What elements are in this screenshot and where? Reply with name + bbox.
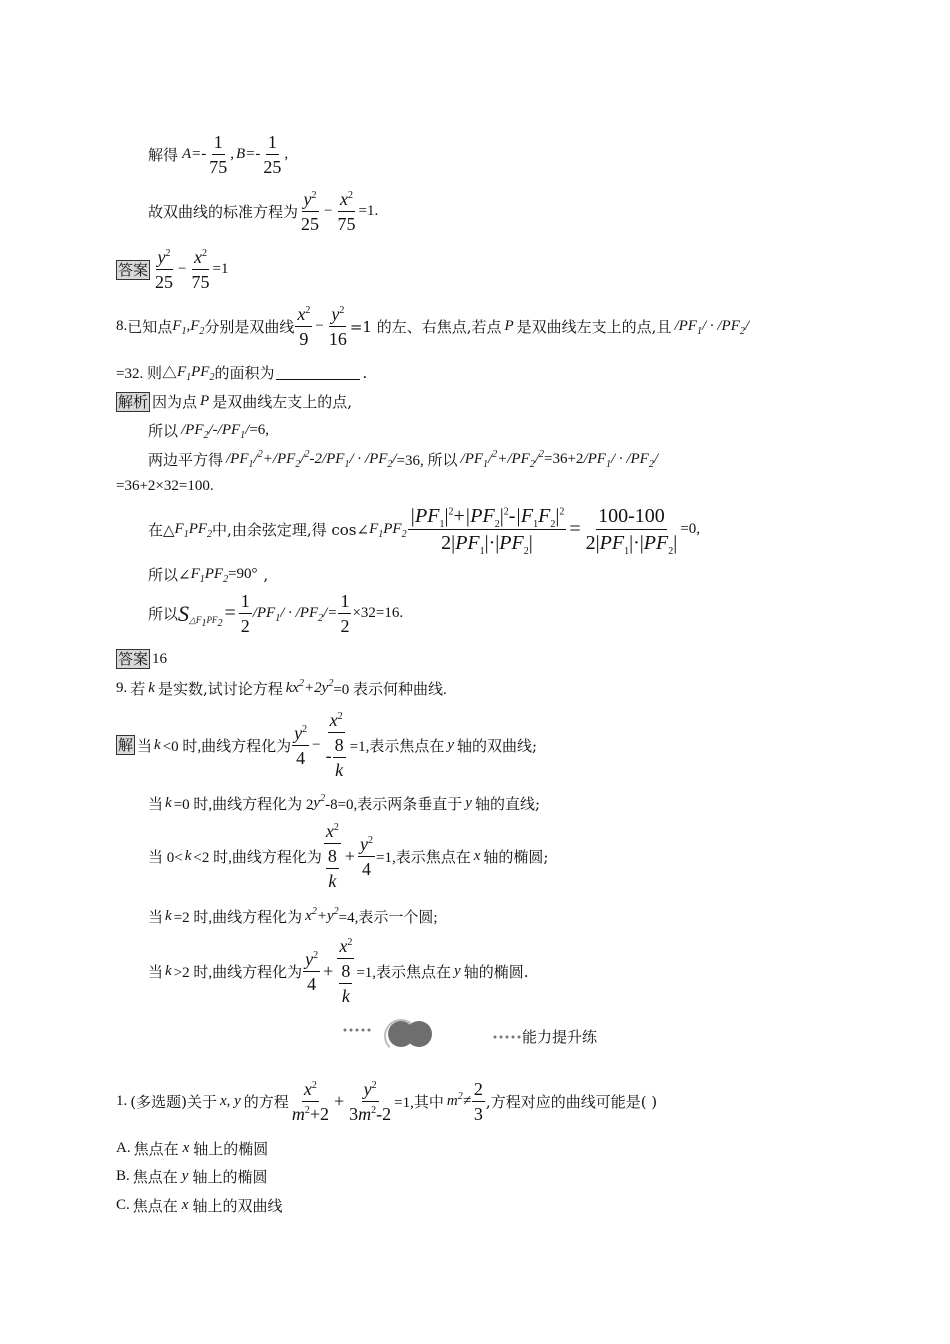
text: 当 0< bbox=[148, 849, 183, 866]
solution-9-case-4: 当 k =2 时,曲线方程化为 $x^2+y^2$ =4,表示一个圆; bbox=[148, 906, 438, 926]
analysis-line-6: 所以∠ $F_1PF_2$ =90° , bbox=[148, 565, 269, 585]
option-a[interactable] bbox=[116, 1138, 268, 1159]
text: 中,由余弦定理,得 cos∠ bbox=[212, 521, 370, 539]
text: 故双曲线的标准方程为 bbox=[148, 203, 299, 221]
analysis-line-7: 所以 S $\triangle F_1PF_2$ = $\frac{1}{2}$ $/PF_1/ \cdot /PF_2/=$ $\frac{1}{2}$ ×32=16. bbox=[148, 591, 404, 636]
fraction-y2-25: $\frac{y^2}{25}$ bbox=[301, 189, 320, 234]
dots-decoration bbox=[492, 1035, 522, 1039]
question-number: 8. bbox=[116, 318, 128, 334]
option-label: C. bbox=[116, 1197, 130, 1213]
text: 的方程 bbox=[243, 1093, 289, 1111]
text: 是双曲线左支上的点, bbox=[212, 393, 352, 411]
text: 所以 bbox=[148, 422, 179, 440]
text: 分别是双曲线 bbox=[204, 318, 295, 336]
fraction-x2-8-over-k: $\frac{x^2}{\frac{8}{k}}$ bbox=[339, 936, 353, 1006]
text: 所以∠ bbox=[148, 566, 191, 584]
text: =4,表示一个圆; bbox=[338, 910, 438, 926]
text: 当 bbox=[148, 795, 164, 813]
fraction-y2-4: $\frac{y^2}{4}$ bbox=[360, 833, 374, 879]
numerator: 1 bbox=[212, 133, 225, 155]
text: =1,表示焦点在 bbox=[376, 849, 471, 866]
text: 解得 bbox=[148, 146, 179, 164]
solution-9-case-5: 当 k >2 时,曲线方程化为 $\frac{y^2}{4}$ + $\frac{x^2}{\frac{8}{k}}$ =1,表示焦点在 y 轴的椭圆. bbox=[148, 936, 529, 1006]
text: 轴的直线; bbox=[474, 795, 541, 813]
text: =6, bbox=[249, 422, 270, 438]
question-number: 9. bbox=[116, 680, 128, 696]
fraction-x2-75: $\frac{x^2}{75}$ bbox=[191, 247, 210, 292]
analysis-line-2: 所以 $/PF_2/-/PF_1/$ =6, bbox=[148, 422, 270, 441]
fraction-one-half: $\frac{1}{2}$ bbox=[340, 591, 350, 636]
text: =36+2 bbox=[544, 451, 584, 467]
fraction-x2-8-over-k: $\frac{x^2}{\frac{8}{k}}$ bbox=[325, 821, 339, 891]
text: 轴上的双曲线 bbox=[192, 1197, 283, 1215]
text: =0, bbox=[680, 521, 700, 537]
text: 是双曲线左支上的点,且 bbox=[516, 318, 672, 336]
text: 在△ bbox=[148, 521, 175, 539]
text: 轴的椭圆. bbox=[463, 962, 529, 981]
solution-9-case-1: 解 当 k <0 时,曲线方程化为 $\frac{y^2}{4}$ − $x^2$ - $\frac{8}{k}$ =1,表示焦点在 y 轴的双曲线; bbox=[118, 710, 538, 780]
text: 轴的椭圆; bbox=[483, 847, 549, 866]
text: =1 bbox=[212, 261, 229, 277]
option-label: B. bbox=[116, 1168, 130, 1184]
text: 因为点 bbox=[152, 393, 198, 411]
standard-equation-line: 故双曲线的标准方程为 $\frac{y^2}{25}$ − $\frac{x^2}{75}$ =1. bbox=[148, 189, 379, 234]
text: 的面积为 bbox=[214, 364, 275, 382]
solution-9-case-2: 当 k =0 时,曲线方程化为 2 $y^2$ -8=0,表示两条垂直于 y 轴的直线; bbox=[148, 793, 541, 813]
denominator: 25 bbox=[263, 157, 282, 177]
text: , bbox=[263, 565, 269, 584]
text: 是实数,试讨论方程 bbox=[157, 680, 283, 698]
analysis-line-4 bbox=[116, 478, 214, 495]
text: ,方程对应的曲线可能是( ) bbox=[485, 1093, 658, 1111]
question-8-line-1: 8. 已知点 $F_1,F_2$ 分别是双曲线 $\frac{x^2}{9}$ − $\frac{y^2}{16}$ =1 的左、右焦点,若点 P 是双曲线左支上的点,且 $/PF_1/ \cdot /PF_2/$ bbox=[116, 304, 750, 349]
fraction-x2-75: $\frac{x^2}{75}$ bbox=[337, 189, 356, 234]
cosine-fraction-left: $\frac{|PF_1|^2+|PF_2|^2-|F_1F_2|^2}{2|PF_1|\cdot|PF_2|}$ bbox=[409, 505, 565, 557]
analysis-line-3: 两边平方得 $/PF_1/^2+/PF_2/^2-2/PF_1/ \cdot /PF_2/$ =36, 所以 $/PF_1/^2+/PF_2/^2$ =36+2 $/PF_1/ \cdot /PF_2/$ bbox=[148, 449, 659, 470]
text: 轴上的椭圆 bbox=[193, 1140, 269, 1158]
denominator: 75 bbox=[209, 157, 228, 177]
fraction-y2-4: $\frac{y^2}{4}$ bbox=[294, 722, 308, 768]
text: =1,其中 bbox=[394, 1095, 444, 1111]
a-value-label: A=- bbox=[182, 146, 207, 162]
fraction-x2-minus-8-over-k: $x^2$ - $\frac{8}{k}$ bbox=[325, 710, 344, 780]
section-header bbox=[492, 1026, 597, 1047]
text: 焦点在 bbox=[132, 1168, 178, 1186]
numerator: 2 bbox=[472, 1080, 485, 1102]
answer-line-2 bbox=[116, 649, 167, 669]
fraction-y2-3m2-minus-2: $\frac{y^2}{3m^2-2}$ bbox=[349, 1079, 392, 1124]
question-number: 1. bbox=[116, 1093, 128, 1109]
text: =1,表示焦点在 bbox=[349, 738, 445, 755]
text: 所以 bbox=[148, 605, 179, 623]
answer-value: 16 bbox=[152, 650, 168, 667]
numerator: 100-100 bbox=[596, 506, 667, 530]
solution-9-case-3: 当 0< k <2 时,曲线方程化为 $\frac{x^2}{\frac{8}{k}}$ + $\frac{y^2}{4}$ =1,表示焦点在 x 轴的椭圆; bbox=[148, 821, 549, 891]
text: 轴的双曲线; bbox=[457, 736, 538, 755]
fraction-x2-m2-plus-2: $\frac{x^2}{m^2+2}$ bbox=[291, 1079, 329, 1124]
text: 若 bbox=[130, 680, 146, 698]
option-b[interactable] bbox=[116, 1166, 267, 1187]
fraction-y2-25: $\frac{y^2}{25}$ bbox=[155, 247, 174, 292]
text: =2 时,曲线方程化为 bbox=[173, 910, 303, 926]
fraction-one-half: $\frac{1}{2}$ bbox=[240, 591, 250, 636]
solution-line-ab bbox=[148, 133, 288, 176]
text: =90° bbox=[228, 566, 258, 582]
fraction-x2-9: $\frac{x^2}{9}$ bbox=[297, 304, 311, 349]
text: =32. 则△ bbox=[116, 366, 177, 382]
text: =1. bbox=[358, 203, 379, 219]
analysis-line-5: 在△ $F_1PF_2$ 中,由余弦定理,得 cos∠ $F_1PF_2$ $\frac{|PF_1|^2+|PF_2|^2-|F_1F_2|^2}{2|PF_1|\cdot|PF_2|}$ = $\frac{100-100}{2|PF_1|\cdot|PF_2|}$ =0, bbox=[148, 505, 700, 557]
option-c[interactable] bbox=[116, 1195, 282, 1216]
fraction-a bbox=[207, 133, 229, 176]
numerator: 1 bbox=[266, 133, 279, 155]
answer-tag: 答案 bbox=[118, 260, 149, 279]
fraction-two-thirds bbox=[472, 1080, 485, 1123]
fraction-b bbox=[261, 133, 283, 176]
analysis-tag: 解析 bbox=[118, 392, 149, 411]
answer-line-1: 答案 $\frac{y^2}{25}$ − $\frac{x^2}{75}$ =1 bbox=[118, 247, 229, 292]
variable: x bbox=[181, 1197, 189, 1213]
text: (多选题)关于 bbox=[130, 1093, 217, 1111]
text: =36+2×32=100. bbox=[116, 478, 214, 494]
text: 当 bbox=[148, 908, 164, 926]
problem-1-line: 1. (多选题)关于 x, y 的方程 $\frac{x^2}{m^2+2}$ + $\frac{y^2}{3m^2-2}$ =1,其中 $m^2\ne$ $\frac{2}{3}$ ,方程对应的曲线可能是( ) bbox=[116, 1079, 658, 1124]
text: . bbox=[362, 363, 368, 382]
text: ×32=16. bbox=[352, 605, 404, 621]
text: =36, 所以 bbox=[396, 453, 458, 469]
text: , bbox=[284, 146, 289, 162]
fraction-y2-4: $\frac{y^2}{4}$ bbox=[305, 948, 319, 994]
question-9-line: 9. 若 k 是实数,试讨论方程 $kx^2+2y^2$ =0 表示何种曲线. bbox=[116, 678, 447, 698]
text: =1,表示焦点在 bbox=[356, 964, 452, 981]
variable: x bbox=[182, 1140, 190, 1156]
denominator: 3 bbox=[473, 1104, 483, 1124]
fraction-y2-16: $\frac{y^2}{16}$ bbox=[328, 304, 347, 349]
text: 当 bbox=[137, 736, 153, 755]
analysis-line-1: 解析 因为点 P 是双曲线左支上的点, bbox=[118, 392, 352, 411]
section-logo-icon bbox=[344, 1019, 436, 1049]
text: 轴上的椭圆 bbox=[192, 1168, 268, 1186]
solution-tag: 解 bbox=[118, 736, 134, 754]
section-title: 能力提升练 bbox=[522, 1028, 598, 1046]
text: 两边平方得 bbox=[148, 451, 224, 469]
question-8-line-2: =32. 则△ $F_1PF_2$ 的面积为 . bbox=[116, 363, 368, 383]
text: =1 的左、右焦点,若点 bbox=[349, 318, 502, 336]
option-label: A. bbox=[116, 1140, 131, 1156]
answer-tag: 答案 bbox=[118, 650, 149, 668]
text: >2 时,曲线方程化为 bbox=[173, 964, 303, 981]
answer-blank bbox=[276, 365, 360, 380]
text: 焦点在 bbox=[133, 1140, 179, 1158]
text: 焦点在 bbox=[132, 1197, 178, 1215]
text: , bbox=[230, 146, 235, 162]
variable: y bbox=[181, 1168, 189, 1184]
text: <0 时,曲线方程化为 bbox=[162, 738, 292, 755]
text: 当 bbox=[148, 962, 164, 981]
cosine-fraction-right: $\frac{100-100}{2|PF_1|\cdot|PF_2|}$ bbox=[585, 505, 678, 557]
text: =0 表示何种曲线. bbox=[333, 682, 447, 698]
text: -8=0,表示两条垂直于 bbox=[325, 797, 463, 813]
text: =0 时,曲线方程化为 2 bbox=[173, 797, 314, 813]
text: <2 时,曲线方程化为 bbox=[193, 849, 322, 866]
text: 已知点 bbox=[127, 318, 173, 336]
b-value-label: B=- bbox=[236, 146, 261, 162]
